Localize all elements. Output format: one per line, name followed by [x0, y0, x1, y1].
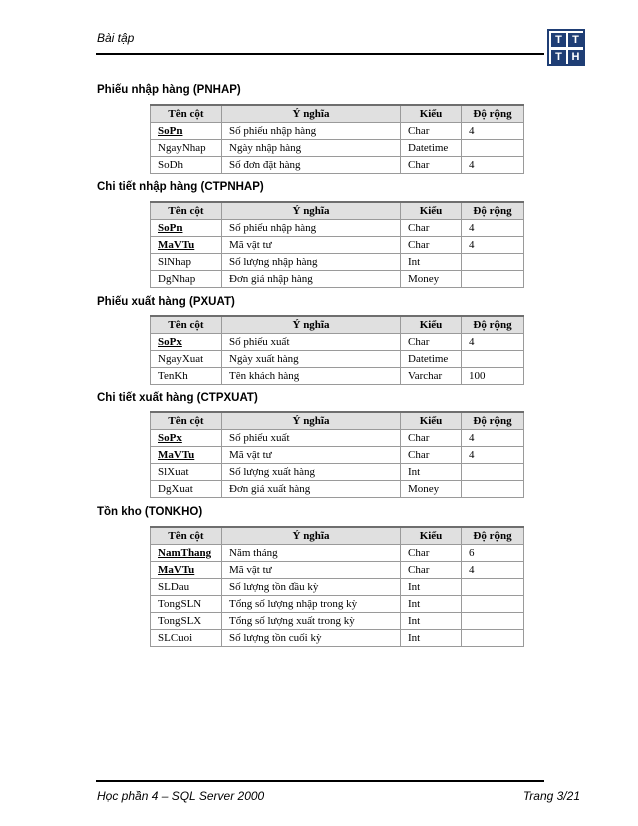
cell-meaning: Số lượng tồn đầu kỳ [222, 579, 401, 596]
cell-name: NamThang [151, 545, 222, 562]
cell-name: SoDh [151, 157, 222, 174]
cell-name: MaVTu [151, 237, 222, 254]
column-header: Tên cột [151, 527, 222, 545]
cell-name: MaVTu [151, 447, 222, 464]
field-spec-table [150, 315, 524, 385]
cell-meaning: Số lượng nhập hàng [222, 254, 401, 271]
column-header: Ý nghĩa [222, 527, 401, 545]
column-header: Ý nghĩa [222, 202, 401, 220]
column-header: Độ rộng [462, 527, 524, 545]
cell-width: 4 [462, 562, 524, 579]
cell-meaning: Mã vật tư [222, 237, 401, 254]
column-header: Độ rộng [462, 105, 524, 123]
table-row [151, 334, 524, 351]
institution-logo [547, 29, 585, 66]
cell-meaning: Tên khách hàng [222, 368, 401, 385]
cell-name: SoPn [151, 220, 222, 237]
cell-meaning: Số phiếu xuất [222, 430, 401, 447]
table-header-row [151, 316, 524, 334]
column-header: Kiểu [401, 105, 462, 123]
table-row [151, 220, 524, 237]
logo-quadrant: T [568, 33, 583, 47]
column-header: Tên cột [151, 412, 222, 430]
table-row [151, 237, 524, 254]
cell-width: 4 [462, 157, 524, 174]
cell-type: Char [401, 123, 462, 140]
cell-name: TongSLX [151, 613, 222, 630]
table-row [151, 447, 524, 464]
field-spec-table [150, 526, 524, 647]
cell-width: 6 [462, 545, 524, 562]
column-header: Ý nghĩa [222, 316, 401, 334]
column-header: Tên cột [151, 202, 222, 220]
cell-width: 100 [462, 368, 524, 385]
cell-width [462, 613, 524, 630]
cell-type: Char [401, 334, 462, 351]
cell-type: Int [401, 579, 462, 596]
section-title: Phiếu nhập hàng (PNHAP) [97, 84, 241, 96]
column-header: Độ rộng [462, 316, 524, 334]
cell-meaning: Số phiếu nhập hàng [222, 220, 401, 237]
table-row [151, 254, 524, 271]
field-spec-table [150, 411, 524, 498]
cell-width: 4 [462, 237, 524, 254]
cell-type: Char [401, 447, 462, 464]
cell-meaning: Ngày xuất hàng [222, 351, 401, 368]
table-row [151, 630, 524, 647]
cell-width [462, 271, 524, 288]
table-row [151, 613, 524, 630]
cell-name: SlNhap [151, 254, 222, 271]
table-row [151, 579, 524, 596]
cell-type: Char [401, 220, 462, 237]
cell-type: Int [401, 464, 462, 481]
field-spec-table [150, 201, 524, 288]
cell-type: Int [401, 613, 462, 630]
cell-width: 4 [462, 123, 524, 140]
column-header: Tên cột [151, 105, 222, 123]
cell-width [462, 140, 524, 157]
cell-width: 4 [462, 430, 524, 447]
table-row [151, 351, 524, 368]
table-row [151, 481, 524, 498]
header-divider [96, 53, 544, 55]
cell-width: 4 [462, 334, 524, 351]
cell-name: SLCuoi [151, 630, 222, 647]
table-row [151, 271, 524, 288]
footer-divider [96, 780, 544, 782]
cell-meaning: Số đơn đặt hàng [222, 157, 401, 174]
table-row [151, 430, 524, 447]
cell-width [462, 351, 524, 368]
page-header-title: Bài tập [97, 31, 135, 45]
cell-meaning: Năm tháng [222, 545, 401, 562]
table-row [151, 140, 524, 157]
table-row [151, 596, 524, 613]
section-title: Chi tiết nhập hàng (CTPNHAP) [97, 181, 264, 193]
cell-type: Int [401, 254, 462, 271]
cell-meaning: Tổng số lượng xuất trong kỳ [222, 613, 401, 630]
table-row [151, 464, 524, 481]
column-header: Kiểu [401, 202, 462, 220]
section-title: Tồn kho (TONKHO) [97, 506, 203, 518]
cell-type: Char [401, 430, 462, 447]
table-row [151, 368, 524, 385]
cell-width [462, 630, 524, 647]
cell-type: Char [401, 562, 462, 579]
cell-meaning: Số lượng tồn cuối kỳ [222, 630, 401, 647]
cell-name: DgXuat [151, 481, 222, 498]
column-header: Kiểu [401, 412, 462, 430]
cell-width: 4 [462, 447, 524, 464]
cell-name: TenKh [151, 368, 222, 385]
cell-type: Char [401, 237, 462, 254]
column-header: Kiểu [401, 316, 462, 334]
cell-meaning: Số phiếu xuất [222, 334, 401, 351]
cell-name: SoPx [151, 334, 222, 351]
cell-width [462, 579, 524, 596]
table-row [151, 123, 524, 140]
table-row [151, 562, 524, 579]
logo-quadrant: T [551, 33, 566, 47]
column-header: Ý nghĩa [222, 105, 401, 123]
table-header-row [151, 412, 524, 430]
cell-name: NgayNhap [151, 140, 222, 157]
column-header: Kiểu [401, 527, 462, 545]
cell-meaning: Số lượng xuất hàng [222, 464, 401, 481]
cell-name: SoPn [151, 123, 222, 140]
cell-width [462, 481, 524, 498]
logo-quadrant: T [551, 50, 566, 64]
cell-meaning: Mã vật tư [222, 562, 401, 579]
cell-width [462, 596, 524, 613]
logo-quadrant: H [568, 50, 583, 64]
cell-width: 4 [462, 220, 524, 237]
cell-name: SoPx [151, 430, 222, 447]
column-header: Độ rộng [462, 202, 524, 220]
table-header-row [151, 527, 524, 545]
cell-width [462, 254, 524, 271]
cell-name: TongSLN [151, 596, 222, 613]
cell-meaning: Tổng số lượng nhập trong kỳ [222, 596, 401, 613]
cell-meaning: Đơn giá xuất hàng [222, 481, 401, 498]
cell-name: SlXuat [151, 464, 222, 481]
column-header: Tên cột [151, 316, 222, 334]
footer-page-number: Trang 3/21 [522, 789, 580, 803]
cell-type: Int [401, 596, 462, 613]
cell-type: Money [401, 481, 462, 498]
cell-name: NgayXuat [151, 351, 222, 368]
cell-type: Char [401, 157, 462, 174]
column-header: Ý nghĩa [222, 412, 401, 430]
table-header-row [151, 202, 524, 220]
field-spec-table [150, 104, 524, 174]
cell-meaning: Mã vật tư [222, 447, 401, 464]
cell-type: Money [401, 271, 462, 288]
cell-width [462, 464, 524, 481]
cell-meaning: Đơn giá nhập hàng [222, 271, 401, 288]
cell-type: Int [401, 630, 462, 647]
footer-course: Học phần 4 – SQL Server 2000 [97, 789, 265, 803]
table-row [151, 157, 524, 174]
cell-type: Datetime [401, 351, 462, 368]
section-title: Phiếu xuất hàng (PXUAT) [97, 296, 235, 308]
cell-meaning: Số phiếu nhập hàng [222, 123, 401, 140]
cell-type: Char [401, 545, 462, 562]
column-header: Độ rộng [462, 412, 524, 430]
cell-type: Datetime [401, 140, 462, 157]
cell-type: Varchar [401, 368, 462, 385]
table-header-row [151, 105, 524, 123]
table-row [151, 545, 524, 562]
section-title: Chi tiết xuất hàng (CTPXUAT) [97, 392, 258, 404]
cell-name: SLDau [151, 579, 222, 596]
cell-name: MaVTu [151, 562, 222, 579]
cell-name: DgNhap [151, 271, 222, 288]
cell-meaning: Ngày nhập hàng [222, 140, 401, 157]
